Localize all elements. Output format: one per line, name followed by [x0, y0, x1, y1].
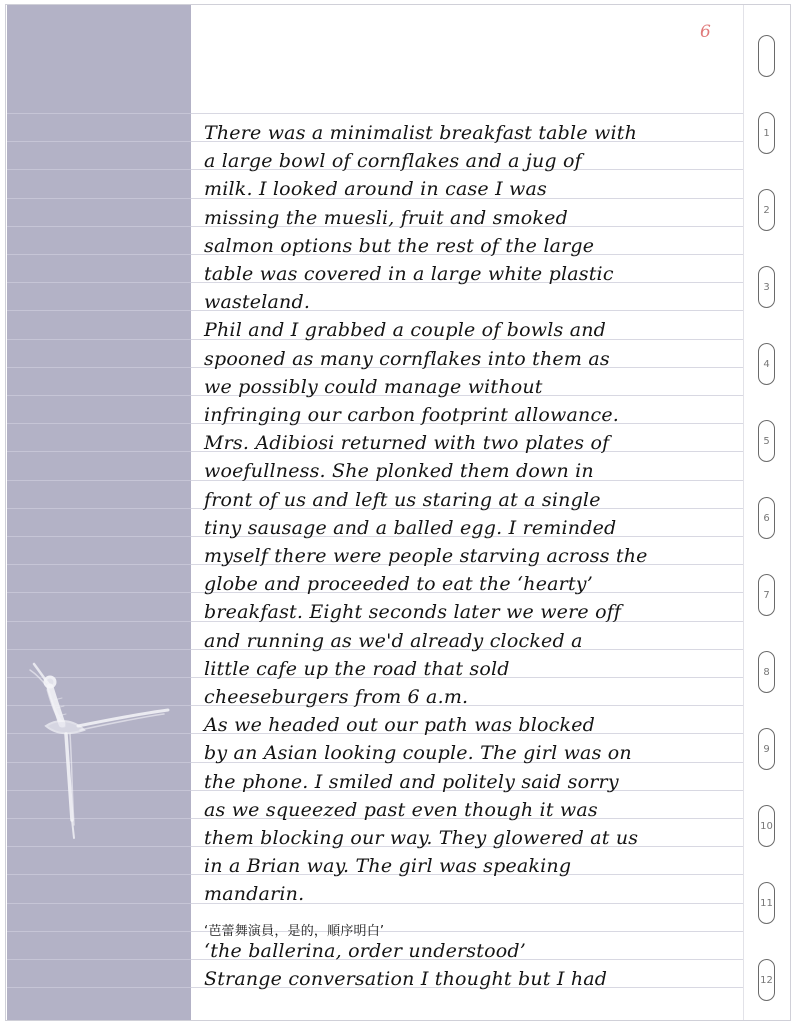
text-line: front of us and left us staring at a single — [204, 489, 601, 511]
page-tab[interactable]: 2 — [758, 189, 775, 231]
ruled-line — [7, 141, 191, 142]
ruled-line — [191, 113, 743, 114]
ruled-line — [7, 592, 191, 593]
text-line: in a Brian way. The girl was speaking — [204, 855, 572, 877]
ruled-line — [7, 874, 191, 875]
ruled-line — [7, 959, 191, 960]
ruled-line — [7, 198, 191, 199]
text-line: infringing our carbon footprint allowance. — [204, 404, 619, 426]
ruled-line — [7, 987, 191, 988]
page-tab[interactable]: 11 — [758, 882, 775, 924]
text-line: cheeseburgers from 6 a.m. — [204, 686, 469, 708]
page-tab[interactable]: 3 — [758, 266, 775, 308]
text-line: by an Asian looking couple. The girl was on — [204, 742, 632, 764]
page-tab[interactable]: 1 — [758, 112, 775, 154]
page-tabs — [743, 5, 790, 1020]
ruled-line — [7, 367, 191, 368]
text-line: globe and proceeded to eat the ‘hearty’ — [204, 573, 593, 595]
text-line: the phone. I smiled and politely said sorry — [204, 771, 619, 793]
text-line: wasteland. — [204, 291, 311, 313]
text-line: As we headed out our path was blocked — [204, 714, 596, 736]
text-line: tiny sausage and a balled egg. I reminded — [204, 517, 617, 539]
page-tab[interactable]: 10 — [758, 805, 775, 847]
text-line: Strange conversation I thought but I had — [204, 968, 608, 990]
text-line: myself there were people starving across the — [204, 545, 648, 567]
text-line: ‘the ballerina, order understood’ — [204, 940, 526, 962]
text-line: little cafe up the road that sold — [204, 658, 510, 680]
ruled-line — [7, 480, 191, 481]
text-line: mandarin. — [204, 883, 305, 905]
ruled-line — [7, 536, 191, 537]
ruled-line — [7, 169, 191, 170]
text-line: as we squeezed past even though it was — [204, 799, 598, 821]
ruled-line — [7, 113, 191, 114]
page-tab[interactable]: 8 — [758, 651, 775, 693]
ruled-line — [7, 282, 191, 283]
ruled-line — [7, 339, 191, 340]
ruled-line — [7, 423, 191, 424]
page-tab[interactable] — [758, 35, 775, 77]
page-tab[interactable]: 6 — [758, 497, 775, 539]
ruled-line — [7, 931, 191, 932]
page-tab[interactable]: 9 — [758, 728, 775, 770]
ruled-line — [7, 254, 191, 255]
text-line: spooned as many cornflakes into them as — [204, 348, 610, 370]
text-line: woefullness. She plonked them down in — [204, 460, 594, 482]
page-tab[interactable]: 5 — [758, 420, 775, 462]
ruled-line — [7, 508, 191, 509]
page-tab[interactable]: 12 — [758, 959, 775, 1001]
text-line: missing the muesli, fruit and smoked — [204, 207, 568, 229]
ruled-line — [7, 310, 191, 311]
ballerina-sketch — [28, 660, 178, 850]
text-line: and running as we'd already clocked a — [204, 630, 583, 652]
ruled-line — [7, 621, 191, 622]
page-number: 6 — [700, 22, 711, 42]
text-line: them blocking our way. They glowered at us — [204, 827, 639, 849]
ruled-line — [7, 564, 191, 565]
text-line: Mrs. Adibiosi returned with two plates of — [204, 432, 610, 454]
ruled-line — [7, 451, 191, 452]
ruled-line — [7, 649, 191, 650]
page-tab[interactable]: 7 — [758, 574, 775, 616]
text-line: Phil and I grabbed a couple of bowls and — [204, 319, 607, 341]
text-line: breakfast. Eight seconds later we were off — [204, 601, 622, 623]
ruled-line — [7, 903, 191, 904]
margin-strip — [7, 5, 191, 1020]
text-line: salmon options but the rest of the large — [204, 235, 595, 257]
text-line: milk. I looked around in case I was — [204, 178, 547, 200]
ruled-line — [7, 226, 191, 227]
text-line: There was a minimalist breakfast table with — [204, 122, 638, 144]
page-tab[interactable]: 4 — [758, 343, 775, 385]
ruled-line — [7, 395, 191, 396]
text-line: we possibly could manage without — [204, 376, 543, 398]
text-line: ‘芭蕾舞演員，是的，順序明白’ — [204, 924, 385, 939]
text-line: table was covered in a large white plastic — [204, 263, 614, 285]
text-line: a large bowl of cornflakes and a jug of — [204, 150, 582, 172]
